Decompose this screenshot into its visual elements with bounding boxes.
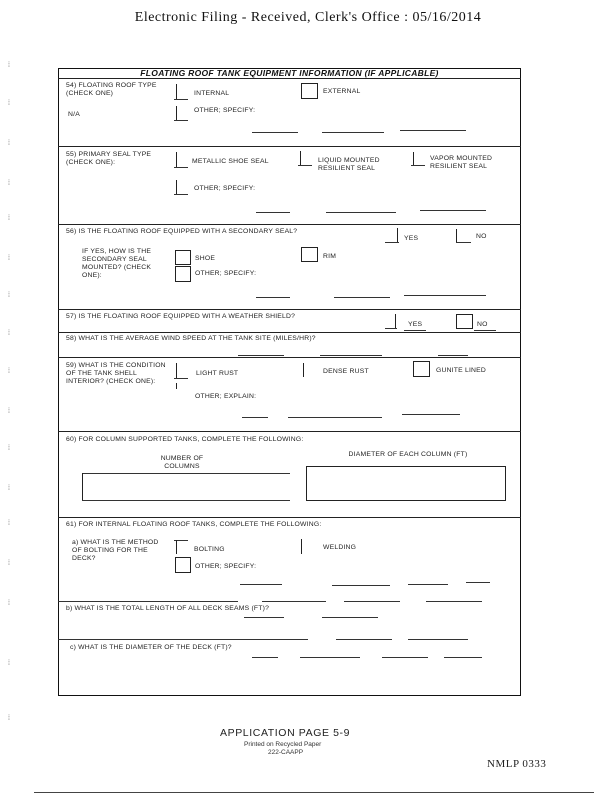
q61a-checkbox-bolting[interactable]: [176, 540, 177, 554]
q54-specify-line[interactable]: [400, 130, 466, 131]
q61a-specify-line[interactable]: [408, 584, 448, 585]
q61-divider-partial: [58, 601, 238, 602]
q55-label: 55) PRIMARY SEAL TYPE (CHECK ONE):: [66, 151, 152, 166]
q54-option-internal: INTERNAL: [194, 90, 230, 97]
q54-specify-line[interactable]: [252, 132, 298, 133]
margin-scan-mark: ⁞: [8, 485, 10, 492]
q59-explain-line[interactable]: [402, 414, 460, 415]
q55-option-liquid: LIQUID MOUNTED RESILIENT SEAL: [318, 157, 380, 172]
q55-checkbox-liquid-base: [298, 165, 312, 166]
q56-option-other: OTHER; SPECIFY:: [195, 270, 257, 277]
q57-checkbox-yes-base: [385, 328, 397, 329]
q55-checkbox-other[interactable]: [176, 180, 177, 194]
q59-checkbox-dense[interactable]: [303, 363, 304, 377]
q56-label: 56) IS THE FLOATING ROOF EQUIPPED WITH A SECONDARY SEAL?: [66, 228, 298, 235]
page-bottom-rule: [34, 792, 594, 793]
section-divider: [58, 431, 521, 432]
section-divider: [58, 224, 521, 225]
q57-yes-underline: [404, 330, 426, 331]
q61-divider-partial: [262, 601, 326, 602]
q54-specify-line[interactable]: [322, 132, 384, 133]
q60-diameter-input[interactable]: [306, 466, 506, 501]
q60-col-diameter-header: DIAMETER OF EACH COLUMN (FT): [348, 451, 468, 458]
q55-option-other: OTHER; SPECIFY:: [194, 185, 256, 192]
q55-specify-line[interactable]: [420, 210, 486, 211]
section-divider: [58, 309, 521, 310]
q56-option-no: NO: [476, 233, 487, 240]
q56-checkbox-yes-base: [385, 242, 399, 243]
q54-option-other: OTHER; SPECIFY:: [194, 107, 256, 114]
q55-checkbox-metallic[interactable]: [176, 152, 177, 167]
form-title: FLOATING ROOF TANK EQUIPMENT INFORMATION (IF APPLICABLE): [140, 68, 439, 78]
section-divider: [58, 517, 521, 518]
q57-label: 57) IS THE FLOATING ROOF EQUIPPED WITH A WEATHER SHIELD?: [66, 313, 296, 320]
q56-specify-line[interactable]: [256, 297, 290, 298]
margin-scan-mark: ⁞: [8, 560, 10, 567]
margin-scan-mark: ⁞: [8, 445, 10, 452]
q61a-label: a) WHAT IS THE METHOD OF BOLTING FOR THE DECK?: [72, 539, 159, 562]
q61b-answer-line[interactable]: [244, 617, 284, 618]
q61c-answer-line[interactable]: [252, 657, 278, 658]
q54-checkbox-internal-base: [174, 99, 188, 100]
q61-divider-partial: [408, 639, 468, 640]
q59-explain-line[interactable]: [242, 417, 268, 418]
q61-divider-partial: [426, 601, 482, 602]
q54-checkbox-other[interactable]: [176, 106, 177, 120]
page-label: APPLICATION PAGE 5-9: [220, 727, 351, 739]
q60-number-top: [82, 473, 290, 474]
q61-label: 61) FOR INTERNAL FLOATING ROOF TANKS, COMPLETE THE FOLLOWING:: [66, 521, 322, 528]
q59-option-light: LIGHT RUST: [196, 370, 239, 377]
margin-scan-mark: ⁞: [8, 330, 10, 337]
q59-option-other: OTHER; EXPLAIN:: [195, 393, 257, 400]
q56-checkbox-yes[interactable]: [397, 228, 398, 242]
q57-option-yes: YES: [408, 321, 423, 328]
section-divider: [58, 357, 521, 358]
q56-checkbox-no[interactable]: [456, 229, 457, 242]
q59-checkbox-other[interactable]: [176, 383, 177, 389]
q58-answer-line[interactable]: [438, 355, 468, 356]
q59-checkbox-light-base: [174, 378, 188, 379]
q59-option-gunite: GUNITE LINED: [436, 367, 486, 374]
q59-explain-line[interactable]: [288, 417, 382, 418]
q56-sub-label: IF YES, HOW IS THE SECONDARY SEAL MOUNTED? (CHECK ONE):: [82, 248, 152, 279]
q61b-answer-line[interactable]: [322, 617, 378, 618]
q56-option-shoe: SHOE: [195, 255, 216, 262]
margin-scan-mark: ⁞: [8, 715, 10, 722]
q55-option-vapor: VAPOR MOUNTED RESILIENT SEAL: [430, 155, 493, 170]
q56-checkbox-shoe[interactable]: [175, 250, 191, 265]
q54-option-external: EXTERNAL: [323, 88, 361, 95]
q61a-checkbox-welding[interactable]: [301, 539, 302, 554]
q55-checkbox-vapor[interactable]: [413, 152, 414, 165]
q61a-option-other: OTHER; SPECIFY:: [195, 563, 257, 570]
q58-label: 58) WHAT IS THE AVERAGE WIND SPEED AT THE TANK SITE (MILES/HR)?: [66, 335, 316, 342]
q55-checkbox-metallic-base: [174, 167, 188, 168]
q59-checkbox-gunite[interactable]: [413, 361, 430, 377]
margin-scan-mark: ⁞: [8, 62, 10, 69]
q61b-label: b) WHAT IS THE TOTAL LENGTH OF ALL DECK SEAMS (FT)?: [66, 605, 270, 612]
q56-specify-line[interactable]: [404, 295, 486, 296]
margin-scan-mark: ⁞: [8, 368, 10, 375]
q55-checkbox-liquid[interactable]: [300, 151, 301, 165]
q57-option-no: NO: [477, 321, 488, 328]
q56-specify-line[interactable]: [334, 297, 390, 298]
section-divider: [58, 146, 521, 147]
margin-scan-mark: ⁞: [8, 660, 10, 667]
margin-scan-mark: ⁞: [8, 215, 10, 222]
q61a-option-welding: WELDING: [323, 544, 357, 551]
q56-checkbox-no-base: [456, 242, 471, 243]
q56-option-yes: YES: [404, 235, 419, 242]
q55-specify-line[interactable]: [256, 212, 290, 213]
q59-checkbox-light[interactable]: [176, 363, 177, 378]
margin-scan-mark: ⁞: [8, 100, 10, 107]
q59-label: 59) WHAT IS THE CONDITION OF THE TANK SHELL INTERIOR? (CHECK ONE):: [66, 362, 166, 385]
q61a-specify-line[interactable]: [240, 584, 282, 585]
q57-checkbox-no[interactable]: [456, 314, 473, 329]
q59-option-dense: DENSE RUST: [323, 368, 369, 375]
q61c-answer-line[interactable]: [382, 657, 428, 658]
q60-col-number-header: NUMBER OF COLUMNS: [160, 455, 204, 470]
margin-scan-mark: ⁞: [8, 255, 10, 262]
q56-option-rim: RIM: [323, 253, 337, 260]
q61c-label: c) WHAT IS THE DIAMETER OF THE DECK (FT)?: [70, 644, 232, 651]
q61a-specify-line[interactable]: [466, 582, 490, 583]
form-code: 222-CAAPP: [268, 749, 304, 756]
margin-scan-mark: ⁞: [8, 140, 10, 147]
margin-scan-mark: ⁞: [8, 520, 10, 527]
q54-checkbox-internal[interactable]: [176, 84, 177, 99]
filing-stamp: Electronic Filing - Received, Clerk's Office : 05/16/2014: [134, 10, 482, 25]
q61a-specify-line[interactable]: [332, 585, 390, 586]
section-divider: [58, 332, 521, 333]
q61a-option-bolting: BOLTING: [194, 546, 225, 553]
q54-checkbox-other-base: [174, 120, 188, 121]
margin-scan-mark: ⁞: [8, 292, 10, 299]
q58-answer-line[interactable]: [238, 355, 284, 356]
q57-no-underline: [474, 330, 496, 331]
q61a-checkbox-other[interactable]: [175, 557, 191, 573]
q55-checkbox-vapor-base: [411, 165, 425, 166]
q61c-answer-line[interactable]: [300, 657, 360, 658]
q54-checkbox-external[interactable]: [301, 83, 318, 99]
q60-number-left: [82, 473, 83, 501]
q56-checkbox-rim[interactable]: [301, 247, 318, 262]
title-underline: [58, 78, 521, 79]
q61-divider-partial: [58, 639, 308, 640]
q60-number-input[interactable]: [82, 500, 290, 501]
q57-checkbox-yes[interactable]: [395, 314, 396, 328]
q61-divider-partial: [344, 601, 400, 602]
q54-label: 54) FLOATING ROOF TYPE (CHECK ONE): [66, 82, 157, 97]
q61c-answer-line[interactable]: [444, 657, 482, 658]
q55-specify-line[interactable]: [326, 212, 396, 213]
q58-answer-line[interactable]: [320, 355, 382, 356]
recycled-note: Printed on Recycled Paper: [244, 741, 322, 748]
q55-option-metallic: METALLIC SHOE SEAL: [192, 158, 269, 165]
q56-checkbox-other[interactable]: [175, 266, 191, 282]
q55-checkbox-other-base: [174, 194, 188, 195]
bates-number: NMLP 0333: [487, 758, 547, 770]
q61-divider-partial: [336, 639, 392, 640]
margin-scan-mark: ⁞: [8, 600, 10, 607]
q60-label: 60) FOR COLUMN SUPPORTED TANKS, COMPLETE THE FOLLOWING:: [66, 436, 304, 443]
q54-answer: N/A: [68, 111, 80, 118]
margin-scan-mark: ⁞: [8, 180, 10, 187]
margin-scan-mark: ⁞: [8, 408, 10, 415]
